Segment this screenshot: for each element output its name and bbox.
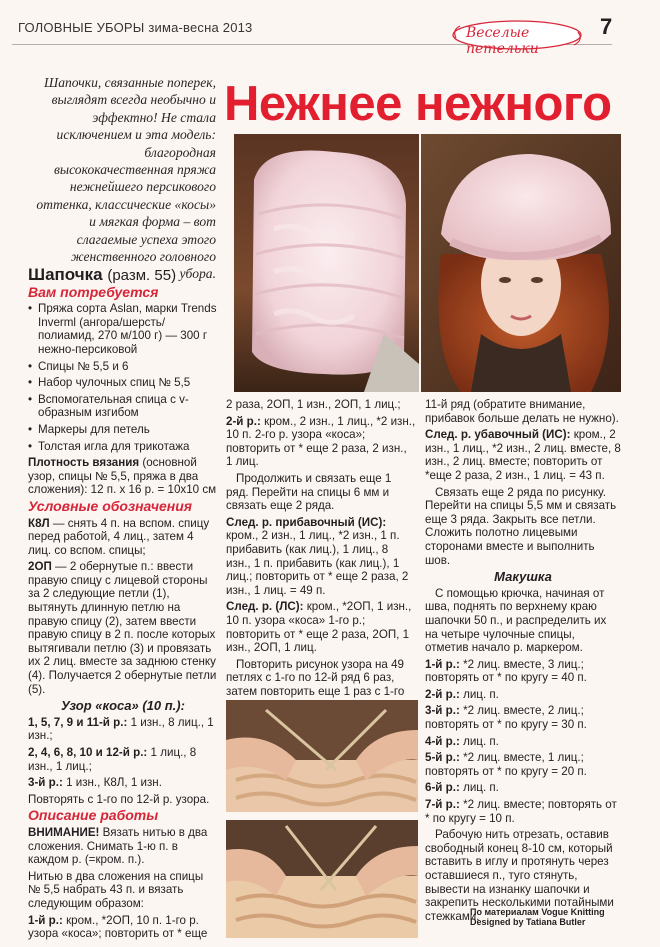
cable-heading: Узор «коса» (10 п.): bbox=[61, 698, 185, 714]
list-item: • Толстая игла для трикотажа bbox=[28, 440, 218, 454]
row-text: кром., *2ОП, 1 изн., 10 п. узора «коса» 1-го р.; повторить от * еще 2 раза, 2ОП, 1 изн., 2ОП, 1 лиц. bbox=[226, 600, 412, 655]
legend-term: К8Л bbox=[28, 516, 50, 530]
column-3 bbox=[425, 398, 621, 926]
row-term: 2-й р.: bbox=[226, 414, 261, 428]
cable-row bbox=[28, 776, 218, 790]
article-title: Нежнее нежного bbox=[224, 77, 612, 131]
step-photo-2 bbox=[226, 820, 418, 938]
badge-label: Веселые петельки bbox=[466, 25, 539, 57]
legend-item bbox=[28, 517, 218, 558]
list-item: • Набор чулочных спиц № 5,5 bbox=[28, 376, 218, 390]
row-term: След. р. прибавочный (ИС): bbox=[226, 515, 387, 529]
row-term: 1-й р.: bbox=[425, 657, 460, 671]
gauge-text: (основной узор, спицы № 5,5, пряжа в два сложения): 12 п. х 16 р. = 10х10 см bbox=[28, 456, 217, 497]
continued-text: 2 раза, 2ОП, 1 изн., 2ОП, 1 лиц.; bbox=[226, 398, 401, 411]
crown-row bbox=[425, 751, 621, 778]
row-term: 4-й р.: bbox=[425, 734, 460, 748]
intro-text: Шапочки, связанные поперек, выглядят всегда необычно и эффектно! Не стала исключением и эта модель: благородная высококачественная пряжа нежнейшего персикового оттенка, классические «косы» и мягкая форма – вот слагаемые успеха этого женственного головного убора. bbox=[36, 75, 216, 282]
crown-row bbox=[425, 781, 621, 795]
attention-text: Вязать нитью в два сложения. Снимать 1-ю п. в каждом р. (=кром. п.). bbox=[28, 825, 208, 867]
running-header bbox=[18, 20, 252, 35]
row-term: 5-й р.: bbox=[425, 751, 460, 765]
row-text: *2 лиц. вместе, 1 лиц.; повторять от * по кругу = 20 п. bbox=[425, 751, 587, 778]
row-text: *2 лиц. вместе, 3 лиц.; повторять от * по кругу = 40 п. bbox=[425, 657, 587, 685]
row-term: 1, 5, 7, 9 и 11-й р.: bbox=[28, 715, 128, 729]
row-text: кром., 2 изн., 1 лиц., *2 изн., 1 п. прибавить (как лиц.), 1 лиц., 8 изн., 1 п. прибавить (как лиц.), 1 лиц.; повторить от * еще 2 раза, 2 изн., 1 лиц. = 49 п. bbox=[226, 529, 409, 597]
row-text: *2 лиц. вместе, 2 лиц.; повторять от * по кругу = 30 п. bbox=[425, 704, 587, 732]
list-item: • Пряжа сорта Aslan, марки Trends Inverml (ангора/шерсть/полиамид, 270 м/100 г) — 300 г нежно-персиковой bbox=[28, 302, 218, 356]
row-text: лиц. п. bbox=[463, 687, 499, 701]
continued-text: 11-й ряд (обратите внимание, прибавок больше делать не нужно). bbox=[425, 398, 619, 425]
row-term: 3-й р.: bbox=[425, 704, 460, 718]
row-term: 1-й р.: bbox=[28, 913, 63, 927]
paragraph: Связать еще 2 ряда по рисунку. Перейти на спицы 5,5 мм и связать еще 3 ряда. Закрыть все петли. Сложить полотно лицевыми сторонами вместе и выполнить шов. bbox=[425, 485, 617, 567]
column-2 bbox=[226, 398, 416, 715]
row-term: След. р. (ЛС): bbox=[226, 600, 304, 614]
cast-on-paragraph: Нитью в два сложения на спицы № 5,5 набрать 43 п. и вязать следующим образом: bbox=[28, 869, 204, 910]
increase-row bbox=[226, 516, 416, 598]
credit bbox=[470, 907, 605, 927]
row-text: *2 лиц. вместе; повторять от * по кругу = 10 п. bbox=[425, 798, 617, 825]
season-label: зима-весна 2013 bbox=[148, 20, 253, 35]
row-term: 7-й р.: bbox=[425, 798, 460, 812]
pattern-name: Шапочка bbox=[28, 265, 103, 284]
decrease-row bbox=[425, 428, 621, 482]
paragraph: Повторить рисунок узора на 49 петлях с 1-го по 12-й ряд 6 раз, затем повторить еще 1 раз с 1-го bbox=[226, 657, 405, 698]
list-item: • Вспомогательная спица с v-образным изгибом bbox=[28, 393, 218, 420]
crown-row bbox=[425, 658, 621, 685]
legend-item bbox=[28, 560, 218, 696]
paragraph: С помощью крючка, начиная от шва, поднять по верхнему краю шапочки 50 п., и распределить их на четыре чулочные спицы, отметив начало р. маркером. bbox=[425, 586, 607, 655]
paragraph: Продолжить и связать еще 1 ряд. Перейти на спицы 6 мм и связать еще 2 ряда. bbox=[226, 471, 392, 513]
materials-heading: Вам потребуется bbox=[28, 283, 159, 300]
legend-term: 2ОП bbox=[28, 560, 52, 574]
attention-paragraph bbox=[28, 826, 218, 867]
crown-row bbox=[425, 688, 621, 702]
legend-text: — снять 4 п. на вспом. спицу перед работой, 4 лиц., затем 4 лиц. со вспом. спицы; bbox=[28, 516, 210, 557]
crown-row bbox=[425, 704, 621, 731]
column-1 bbox=[28, 265, 218, 944]
rs-row bbox=[226, 600, 416, 654]
row-term: 2-й р.: bbox=[425, 687, 460, 701]
row-text: кром., 2 изн., 1 лиц., *2 изн., 2 лиц. вместе, 8 изн., 2 лиц. вместе; повторить от *еще 2 раза, 2 изн., 1 лиц. = 43 п. bbox=[425, 428, 621, 482]
model-photo bbox=[421, 134, 621, 392]
list-item: • Спицы № 5,5 и 6 bbox=[28, 360, 218, 374]
row-text: кром., *2ОП, 10 п. 1-го р. узора «коса»; повторить от * еще bbox=[28, 913, 208, 941]
row-text: лиц. п. bbox=[463, 734, 499, 748]
row-paragraph bbox=[226, 415, 416, 469]
row-term: 3-й р.: bbox=[28, 776, 63, 790]
row-text: лиц. п. bbox=[463, 781, 499, 795]
crown-heading: Макушка bbox=[494, 569, 552, 585]
row-text: кром., 2 изн., 1 лиц., *2 изн., 10 п. 2-го р. узора «коса»; повторить от * еще 2 раза, 2 изн., 1 лиц. bbox=[226, 414, 416, 469]
row-paragraph bbox=[28, 914, 218, 941]
list-item: • Маркеры для петель bbox=[28, 423, 218, 437]
legend-text: — 2 обернутые п.: ввести правую спицу с лицевой стороны за 2 следующие петли (1), вытянуть длинную петлю на правую спицу (2), затем ввести правую спицу в 2 п. после которых вытягивали петлю (3) и провязать их 2 лиц. вместе за заднюю стенку (4). Получается 2 обернутые петли (5). bbox=[28, 560, 217, 696]
step-photo-1 bbox=[226, 700, 418, 812]
row-text: 1 изн., 8 лиц., 1 изн.; bbox=[28, 715, 214, 743]
pattern-heading bbox=[28, 265, 218, 284]
page-number: 7 bbox=[600, 14, 613, 39]
paragraph: Рабочую нить отрезать, оставив свободный конец 8-10 см, который вставить в иглу и протянуть через оставшиеся п., туго стянуть, вывести на изнанку шапочки и закрепить несколькими потайными стежками. bbox=[425, 828, 614, 923]
cable-row bbox=[28, 746, 218, 773]
cable-row bbox=[28, 716, 218, 743]
crown-row bbox=[425, 798, 621, 825]
attention-label: ВНИМАНИЕ! bbox=[28, 825, 100, 839]
section-name: ГОЛОВНЫЕ УБОРЫ bbox=[18, 20, 145, 35]
gauge-paragraph bbox=[28, 456, 218, 497]
cable-repeat: Повторять с 1-го по 12-й р. узора. bbox=[28, 792, 210, 806]
credit-designer: Designed by Tatiana Butler bbox=[470, 917, 586, 927]
crown-row bbox=[425, 735, 621, 749]
row-text: 1 лиц., 8 изн., 1 лиц.; bbox=[28, 746, 197, 773]
hat-closeup-photo bbox=[234, 134, 419, 392]
row-term: 6-й р.: bbox=[425, 781, 460, 795]
row-term: 2, 4, 6, 8, 10 и 12-й р.: bbox=[28, 746, 148, 759]
materials-list bbox=[28, 302, 218, 453]
row-term: След. р. убавочный (ИС): bbox=[425, 428, 571, 442]
work-heading: Описание работы bbox=[28, 807, 159, 824]
pattern-size: (разм. 55) bbox=[107, 267, 177, 284]
legend-heading: Условные обозначения bbox=[28, 497, 193, 514]
gauge-label: Плотность вязания bbox=[28, 456, 140, 470]
row-text: 1 изн., К8Л, 1 изн. bbox=[66, 776, 162, 790]
credit-source: По материалам Vogue Knitting bbox=[470, 907, 605, 917]
rubric-badge bbox=[450, 18, 584, 57]
